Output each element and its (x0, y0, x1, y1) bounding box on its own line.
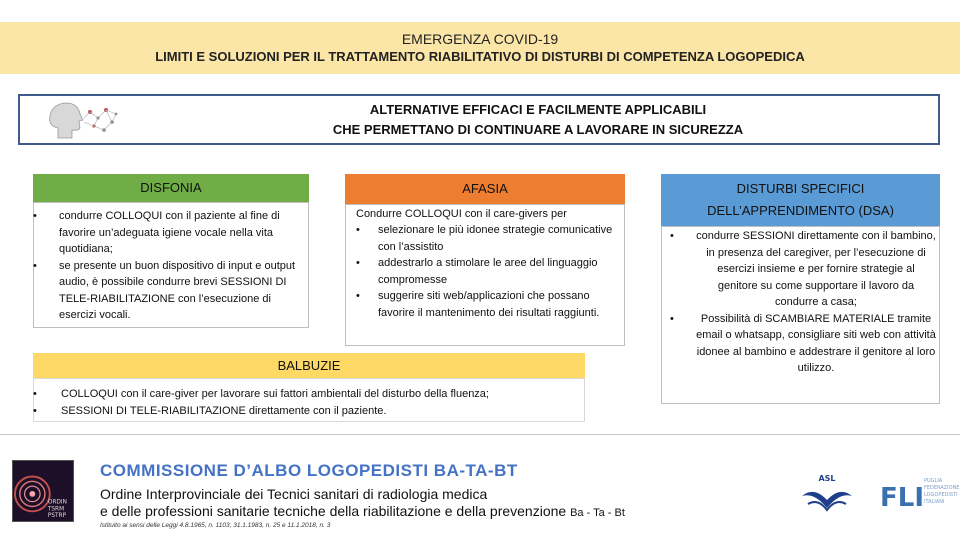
asl-logo-text: ASL (818, 474, 836, 483)
balbuzie-list (33, 386, 583, 419)
province-label: Ba - Ta - Bt (570, 507, 625, 519)
alternatives-line2: CHE PERMETTANO DI CONTINUARE A LAVORARE IN SICUREZZA (332, 122, 744, 137)
legal-note: Istituito ai sensi delle Leggi 4.8.1965, n. 1103, 31.1.1983, n. 25 e 11.1.2018, n. 3 (100, 522, 331, 529)
fli-sub-text: FEDERAZIONE (924, 485, 960, 491)
list-item: • condurre SESSIONI direttamente con il bambino, in presenza del caregiver, per l’esecuzione di esercizi insieme e per fornire strategie al genitore su come supportare il lavoro da condurre a casa; (670, 228, 936, 311)
dsa-title-line2: DELL’APPRENDIMENTO (DSA) (707, 203, 894, 218)
ordine-logo-text: ORDIN (47, 499, 67, 506)
ordine-logo-text: PSTRP (47, 513, 67, 520)
fli-sub-text: LOGOPEDISTI (924, 492, 958, 498)
fli-sub-text: PUGLIA (924, 478, 943, 484)
alternatives-text (138, 100, 938, 140)
list-item: • condurre COLLOQUI con il paziente al fine di favorire un’adeguata igiene vocale nella vita quotidiana; (33, 208, 307, 258)
ordine-logo-text: TSRM (47, 506, 65, 513)
disfonia-list (33, 208, 307, 324)
afasia-list (356, 222, 618, 321)
fli-logo-text: FLI (880, 483, 925, 513)
commission-title: COMMISSIONE D’ALBO LOGOPEDISTI BA-TA-BT (100, 461, 518, 480)
list-item: • suggerire siti web/applicazioni che possano favorire il mantenimento dei risultati raggiunti. (356, 288, 618, 321)
ordine-line2-text: e delle professioni sanitarie tecniche della riabilitazione e della prevenzione (100, 503, 567, 519)
header-subtitle: LIMITI E SOLUZIONI PER IL TRATTAMENTO RIABILITATIVO DI DISTURBI DI COMPETENZA LOGOPEDICA (155, 49, 805, 64)
asl-logo (798, 470, 856, 514)
disfonia-header: DISFONIA (33, 174, 309, 202)
list-item: • se presente un buon dispositivo di input e output audio, è possibile condurre brevi SESSIONI DI TELE-RIABILITAZIONE con l’esecuzione di esercizi vocali. (33, 258, 307, 324)
list-item: • SESSIONI DI TELE-RIABILITAZIONE direttamente con il paziente. (33, 403, 583, 420)
list-item: • Possibilità di SCAMBIARE MATERIALE tramite email o whatsapp, consigliare siti web con attività idonee al bambino e addestrare il genitore al loro utilizzo. (670, 311, 936, 377)
afasia-intro: Condurre COLLOQUI con il care-givers per (356, 208, 567, 220)
header-title: EMERGENZA COVID-19 (401, 31, 559, 47)
ordine-line1: Ordine Interprovinciale dei Tecnici sanitari di radiologia medica (100, 486, 488, 502)
dsa-title-line1: DISTURBI SPECIFICI (736, 181, 865, 196)
fli-sub-text: ITALIANI (924, 499, 945, 505)
head-network-icon (28, 98, 124, 142)
list-item: • addestrarlo a stimolare le aree del linguaggio compromesse (356, 255, 618, 288)
header-banner (0, 22, 960, 74)
dsa-header (661, 174, 940, 226)
dsa-list (670, 228, 936, 377)
afasia-header: AFASIA (345, 174, 625, 204)
ordine-logo (12, 460, 74, 522)
fli-logo (880, 472, 960, 513)
list-item: • COLLOQUI con il care-giver per lavorare sui fattori ambientali del disturbo della fluenza; (33, 386, 583, 403)
alternatives-line1: ALTERNATIVE EFFICACI E FACILMENTE APPLICABILI (369, 102, 707, 117)
divider (0, 434, 960, 435)
balbuzie-header: BALBUZIE (33, 353, 585, 378)
ordine-line2 (100, 503, 625, 519)
list-item: • selezionare le più idonee strategie comunicative con l’assistito (356, 222, 618, 255)
